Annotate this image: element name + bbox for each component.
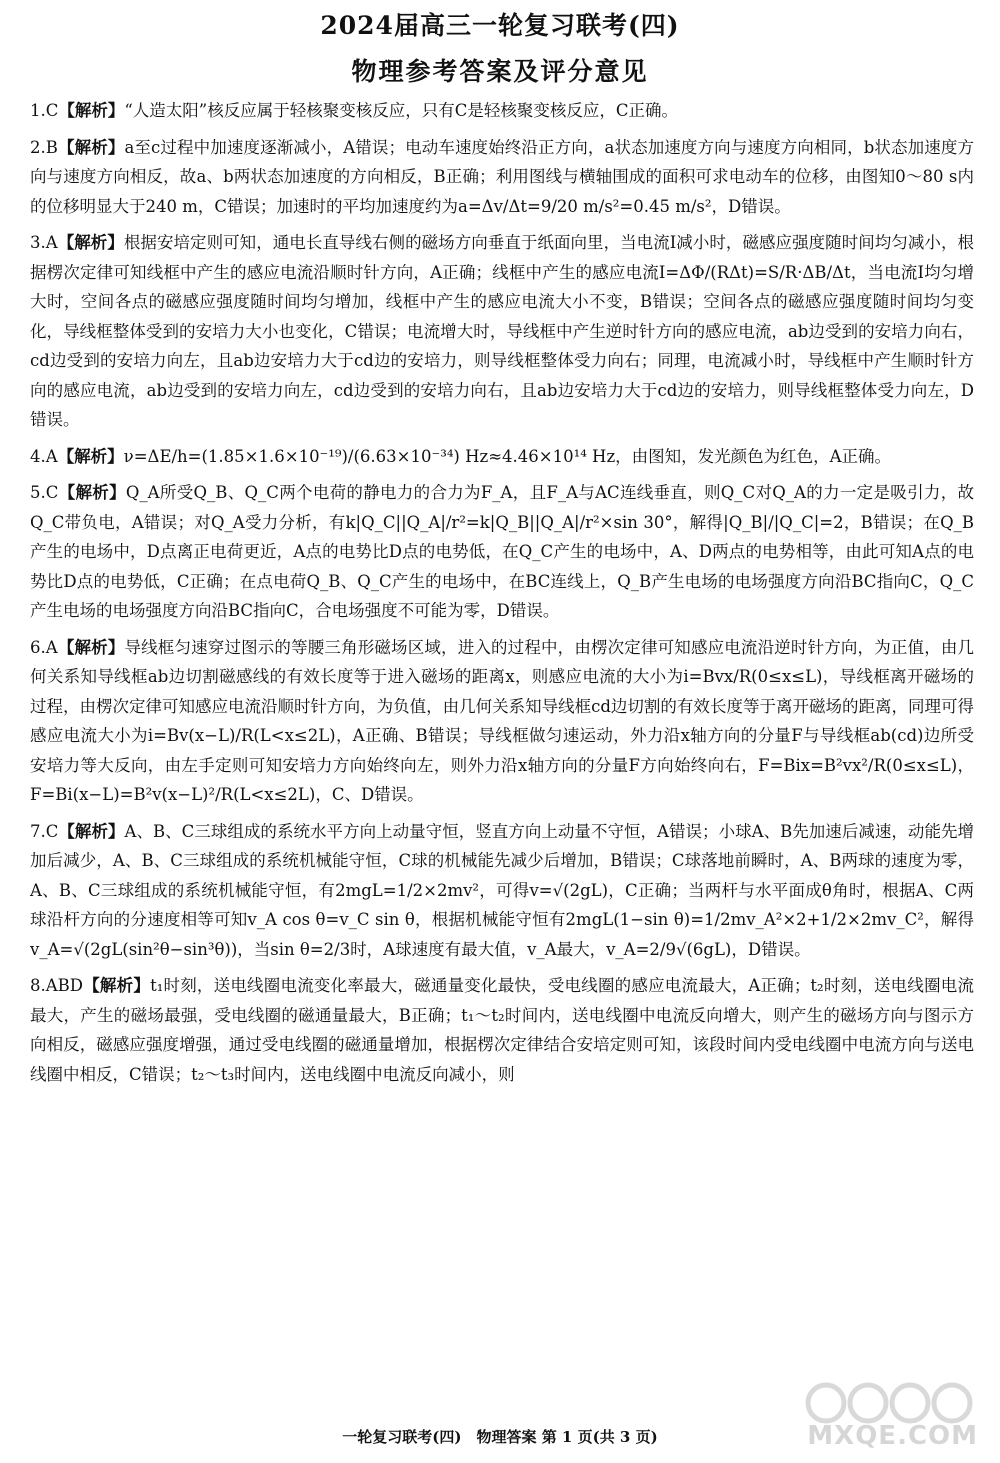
answer-item-6 xyxy=(30,633,974,810)
answer-text: “人造太阳”核反应属于轻核聚变核反应，只有C是轻核聚变核反应，C正确。 xyxy=(124,101,678,120)
answer-item-2 xyxy=(30,133,974,222)
answer-item-1 xyxy=(30,96,974,126)
analysis-tag: 【解析】 xyxy=(57,446,124,466)
answer-item-4 xyxy=(30,442,974,472)
answer-number: 7.C xyxy=(30,821,59,841)
answer-text: 根据安培定则可知，通电长直导线右侧的磁场方向垂直于纸面向里，当电流I减小时，磁感应强度随时间均匀减小，根据楞次定律可知线框中产生的感应电流沿顺时针方向，A正确；线框中产生的感应电流I=ΔΦ/(RΔt)=S/R·ΔB/Δt，当电流I均匀增大时，空间各点的磁感应强度随时间均匀增加，线框中产生的感应电流大小不变，B错误；空间各点的磁感应强度随时间均匀变化，导线框整体受到的安培力大小也变化，C错误；电流增大时，导线框中产生逆时针方向的感应电流，ab边受到的安培力向右，cd边受到的安培力向左，且ab边安培力大于cd边的安培力，则导线框整体受力向右；同理，电流减小时，导线框中产生顺时针方向的感应电流，ab边受到的安培力向左，cd边受到的安培力向右，且ab边安培力大于cd边的安培力，则导线框整体受力向左，D错误。 xyxy=(30,233,975,429)
answer-number: 3.A xyxy=(30,233,58,252)
answer-number: 8.ABD xyxy=(30,976,84,995)
analysis-tag: 【解析】 xyxy=(57,637,125,657)
answer-text: Q_A所受Q_B、Q_C两个电荷的静电力的合力为F_A，且F_A与AC连线垂直，则Q_C对Q_A的力一定是吸引力，故Q_C带负电，A错误；对Q_A受力分析，有k|Q_C||Q_A|/r²=k|Q_B||Q_A|/r²×sin 30°，解得|Q_B|/|Q_C|=2，B错误；在Q_B产生的电场中，D点离正电荷更近，A点的电势比D点的电势低，在Q_C产生的电场中，A、D两点的电势相等，由此可知A点的电势比D点的电势低，C正确；在点电荷Q_B、Q_C产生的电场中，在BC连线上，Q_B产生电场的电场强度方向沿BC指向C，Q_C产生电场的电场强度方向沿BC指向C，合电场强度不可能为零，D错误。 xyxy=(30,483,975,620)
page-subtitle: 物理参考答案及评分意见 xyxy=(351,57,649,86)
watermark-text: MXQE.COM xyxy=(807,1421,978,1451)
answer-text: A、B、C三球组成的系统水平方向上动量守恒，竖直方向上动量不守恒，A错误；小球A、B先加速后减速，动能先增加后减少，A、B、C三球组成的系统机械能守恒，C球的机械能先减少后增加，B错误；C球落地前瞬时，A、B两球的速度为零，A、B、C三球组成的系统机械能守恒，有2mgL=1/2×2mv²，可得v=√(2gL)，C正确；当两杆与水平面成θ角时，根据A、C两球沿杆方向的分速度相等可知v_A cos θ=v_C sin θ，根据机械能守恒有2mgL(1−sin θ)=1/2mv_A²×2+1/2×2mv_C²，解得v_A=√(2gL(sin²θ−sin³θ))，当sin θ=2/3时，A球速度有最大值，v_A最大，v_A=2/9√(6gL)，D错误。 xyxy=(30,821,975,959)
answer-text: ν=ΔE/h=(1.85×1.6×10⁻¹⁹)/(6.63×10⁻³⁴) Hz≈4.46×10¹⁴ Hz，由图知，发光颜色为红色，A正确。 xyxy=(123,446,892,466)
answer-item-5 xyxy=(30,478,974,626)
analysis-tag: 【解析】 xyxy=(83,976,151,995)
answer-text: 导线框匀速穿过图示的等腰三角形磁场区域，进入的过程中，由楞次定律可知感应电流沿逆时针方向，为正值，由几何关系知导线框ab边切割磁感线的有效长度等于进入磁场的距离x，则感应电流的大小为i=Bvx/R(0≤x≤L)，导线框离开磁场的过程，由楞次定律可知感应电流沿顺时针方向，为负值，由几何关系知导线框cd边切割的有效长度等于离开磁场的距离，同理可得感应电流大小为i=Bv(x−L)/R(L<x≤2L)，A正确、B错误；导线框做匀速运动，外力沿x轴方向的分量F与导线框ab(cd)边所受安培力等大反向，由左手定则可知安培力方向始终向左，则外力沿x轴方向的分量F方向始终向右，F=Bix=B²vx²/R(0≤x≤L)，F=Bi(x−L)=B²v(x−L)²/R(L<x≤2L)，C、D错误。 xyxy=(30,637,975,804)
answer-number: 2.B xyxy=(30,137,58,157)
answer-number: 6.A xyxy=(30,637,58,657)
answer-number: 4.A xyxy=(30,446,58,466)
answer-number: 5.C xyxy=(30,483,59,502)
answer-item-8 xyxy=(30,971,974,1089)
page-footer: 一轮复习联考(四) 物理答案 第 1 页(共 3 页) xyxy=(342,1428,658,1446)
answer-text: t₁时刻，送电线圈电流变化率最大，磁通量变化最快，受电线圈的感应电流最大，A正确；t₂时刻，送电线圈电流最大，产生的磁场最强，受电线圈的磁通量最大，B正确；t₁～t₂时间内，送电线圈中电流反向增大，则产生的磁场方向与图示方向相反，磁感应强度增强，通过受电线圈的磁通量增加，根据楞次定律结合安培定则可知，该段时间内受电线圈中电流方向与送电线圈中相反，C错误；t₂～t₃时间内，送电线圈中电流反向减小，则 xyxy=(30,976,975,1084)
analysis-tag: 【解析】 xyxy=(58,483,126,502)
answer-text: a至c过程中加速度逐渐减小，A错误；电动车速度始终沿正方向，a状态加速度方向与速度方向相同，b状态加速度方向与速度方向相反，故a、b两状态加速度的方向相反，B正确；利用图线与横轴围成的面积可求电动车的位移，由图知0～80 s内的位移明显大于240 m，C错误；加速时的平均加速度约为a=Δv/Δt=9/20 m/s²=0.45 m/s²，D错误。 xyxy=(30,137,974,216)
analysis-tag: 【解析】 xyxy=(57,233,124,252)
analysis-tag: 【解析】 xyxy=(58,101,125,120)
answer-number: 1.C xyxy=(30,101,59,120)
analysis-tag: 【解析】 xyxy=(57,137,125,157)
answer-item-3 xyxy=(30,228,974,435)
answer-list xyxy=(30,96,974,1096)
watermark-logo xyxy=(786,1379,986,1457)
answer-item-7 xyxy=(30,817,974,965)
analysis-tag: 【解析】 xyxy=(58,821,125,841)
page-title: 2024届高三一轮复习联考(四) xyxy=(320,11,680,40)
